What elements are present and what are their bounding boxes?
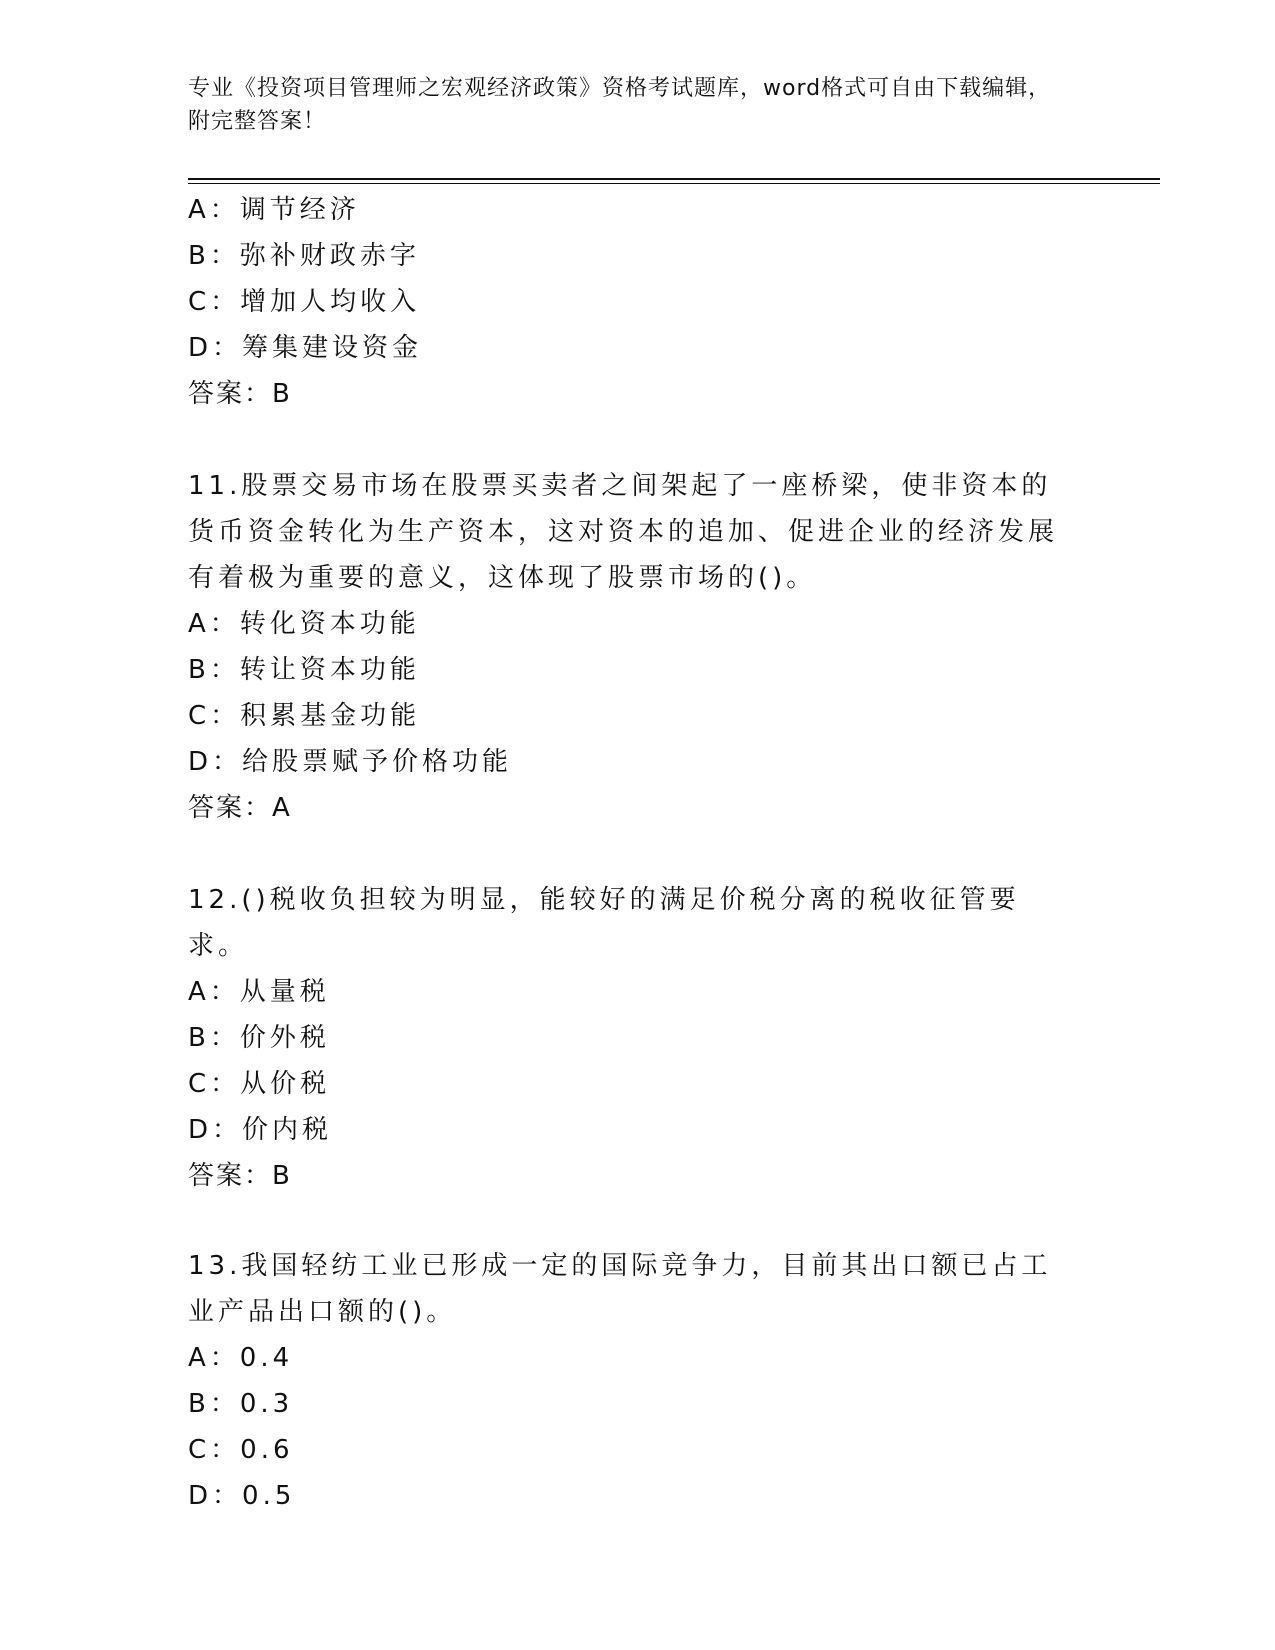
option-c: C：0.6: [188, 1435, 294, 1465]
question-text: 11.股票交易市场在股票买卖者之间架起了一座桥梁，使非资本的货币资金转化为生产资本，这对资本的追加、促进企业的经济发展有着极为重要的意义，这体现了股票市场的()。: [188, 471, 1059, 593]
spacer: [188, 831, 1088, 877]
spacer: [188, 417, 1088, 463]
answer-line: 答案：B: [188, 379, 292, 409]
option-b: B：转让资本功能: [188, 655, 420, 685]
question-13: [188, 1243, 1088, 1519]
header-divider-thin: [188, 183, 1160, 184]
question-text: 12.()税收负担较为明显，能较好的满足价税分离的税收征管要求。: [188, 885, 1020, 961]
document-body: [188, 187, 1088, 1519]
option-d: D：0.5: [188, 1481, 296, 1511]
option-a: A：从量税: [188, 977, 330, 1007]
question-12: [188, 877, 1088, 1199]
option-d: D：给股票赋予价格功能: [188, 747, 513, 777]
question-11: [188, 463, 1088, 831]
question-text: 13.我国轻纺工业已形成一定的国际竞争力，目前其出口额已占工业产品出口额的()。: [188, 1251, 1052, 1327]
answer-line: 答案：A: [188, 793, 292, 823]
option-c: C：从价税: [188, 1069, 331, 1099]
spacer: [188, 1199, 1088, 1243]
answer-line: 答案：B: [188, 1161, 292, 1191]
header-divider: [188, 178, 1160, 180]
option-c: C：增加人均收入: [188, 287, 421, 317]
option-b: B：0.3: [188, 1389, 294, 1419]
option-c: C：积累基金功能: [188, 701, 421, 731]
option-d: D：筹集建设资金: [188, 333, 423, 363]
option-a: A：转化资本功能: [188, 609, 420, 639]
option-b: B：价外税: [188, 1023, 330, 1053]
option-b: B：弥补财政赤字: [188, 241, 420, 271]
option-a: A：0.4: [188, 1343, 294, 1373]
option-a: A：调节经济: [188, 195, 360, 225]
option-d: D：价内税: [188, 1115, 333, 1145]
question-10: [188, 187, 1088, 417]
document-header: 专业《投资项目管理师之宏观经济政策》资格考试题库，word格式可自由下载编辑，附完整答案！: [188, 76, 1052, 134]
